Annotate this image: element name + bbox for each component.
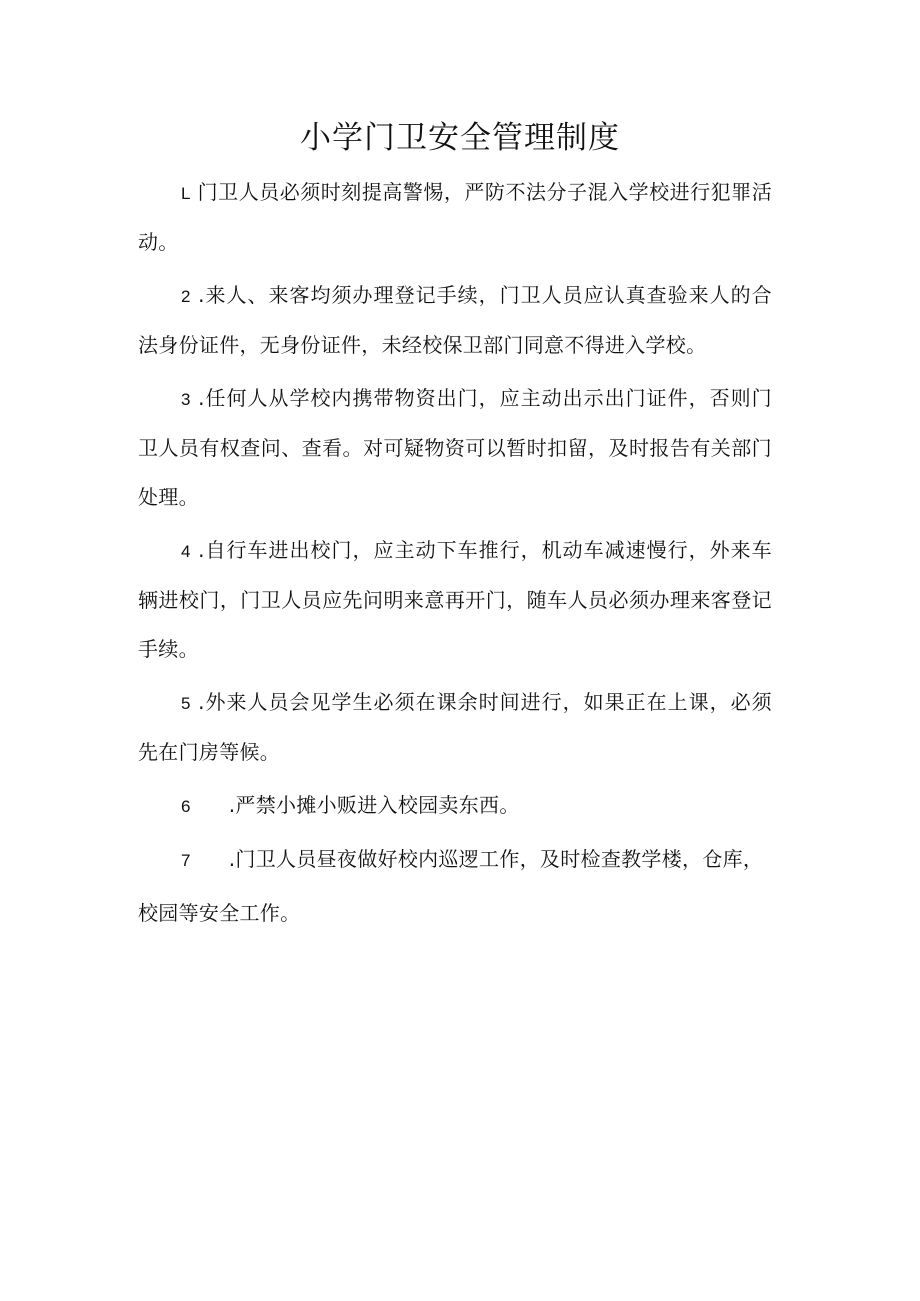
rule-text: .严禁小摊小贩进入校园卖东西。 (228, 793, 520, 817)
rule-item-2 (138, 271, 772, 370)
rule-text: .来人、来客均须办理登记手续，门卫人员应认真查验来人的合法身份证件，无身份证件，未经校保卫部门同意不得进入学校。 (138, 283, 772, 357)
rule-text: .门卫人员昼夜做好校内巡逻工作，及时检查教学楼，仓库， (228, 847, 764, 871)
rule-number: L (181, 184, 191, 203)
rule-item-1 (138, 168, 772, 267)
rule-item-3 (138, 374, 772, 522)
rule-text: .外来人员会见学生必须在课余时间进行，如果正在上课，必须先在门房等候。 (138, 690, 772, 764)
rule-number: 5 (181, 694, 191, 713)
rule-item-7 (138, 835, 772, 885)
rule-text: .自行车进出校门，应主动下车推行，机动车减速慢行，外来车辆进校门，门卫人员应先问明来意再开门，随车人员必须办理来客登记手续。 (138, 538, 772, 661)
rule-number: 3 (181, 390, 191, 409)
document-body (138, 168, 772, 942)
rule-item-5 (138, 678, 772, 777)
rule-item-6 (138, 781, 772, 831)
rule-number: 2 (181, 287, 191, 306)
rule-number: 4 (181, 542, 191, 561)
rule-text: 门卫人员必须时刻提高警惕，严防不法分子混入学校进行犯罪活动。 (138, 180, 772, 254)
document-title: 小学门卫安全管理制度 (300, 120, 620, 156)
rule-number: 6 (181, 797, 191, 816)
rule-number: 7 (181, 851, 191, 870)
rule-continuation: 校园等安全工作。 (138, 901, 301, 925)
rule-item-4 (138, 526, 772, 674)
rule-text: .任何人从学校内携带物资出门，应主动出示出门证件，否则门卫人员有权查问、查看。对可疑物资可以暂时扣留，及时报告有关部门处理。 (138, 386, 772, 509)
